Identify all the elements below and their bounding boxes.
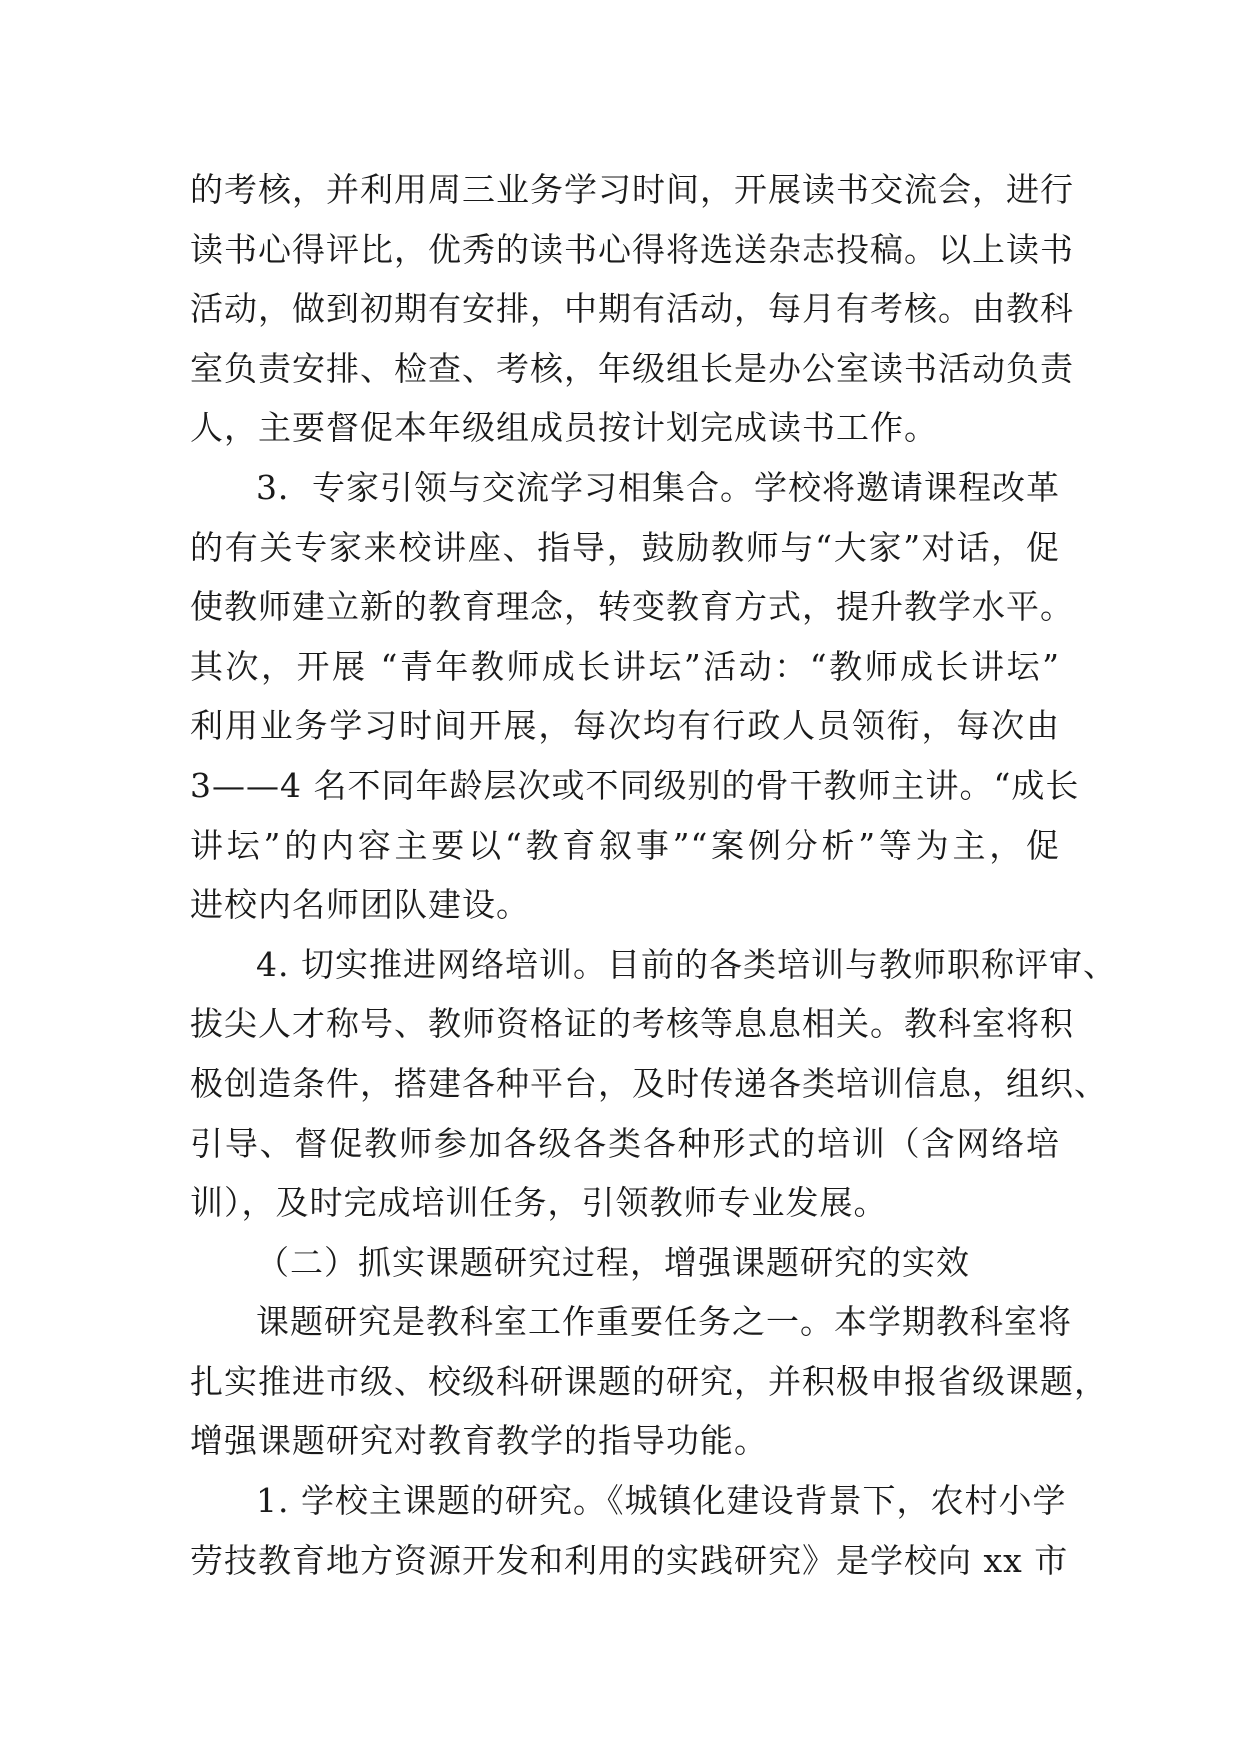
document-page: [190, 160, 1117, 1590]
text-line: 劳技教育地方资源开发和利用的实践研究》是学校向 xx 市: [190, 1540, 1069, 1580]
text-line: 1. 学校主课题的研究。《城镇化建设背景下，农村小学: [256, 1481, 1067, 1521]
text-line: 人，主要督促本年级组成员按计划完成读书工作。: [190, 408, 938, 448]
text-line: 的有关专家来校讲座、指导，鼓励教师与“大家”对话，促: [190, 527, 1060, 567]
text-line: 使教师建立新的教育理念，转变教育方式，提升教学水平。: [190, 587, 1074, 627]
text-line: 4. 切实推进网络培训。目前的各类培训与教师职称评审、: [256, 944, 1117, 984]
text-line: 极创造条件，搭建各种平台，及时传递各类培训信息，组织、: [190, 1063, 1108, 1103]
text-line: 的考核，并利用周三业务学习时间，开展读书交流会，进行: [190, 170, 1074, 209]
text-line: 利用业务学习时间开展，每次均有行政人员领衔，每次由: [190, 706, 1060, 746]
text-line: 读书心得评比，优秀的读书心得将选送杂志投稿。以上读书: [190, 229, 1074, 269]
text-line: 训），及时完成培训任务，引领教师专业发展。: [190, 1183, 888, 1223]
text-line: 讲坛”的内容主要以“教育叙事”“案例分析”等为主，促: [190, 825, 1060, 865]
text-line: 增强课题研究对教育教学的指导功能。: [190, 1421, 768, 1461]
text-line: 引导、督促教师参加各级各类各种形式的培训（含网络培: [190, 1123, 1060, 1163]
text-line: 室负责安排、检查、考核，年级组长是办公室读书活动负责: [190, 348, 1074, 388]
text-line: 其次，开展 “青年教师成长讲坛”活动：“教师成长讲坛”: [190, 646, 1060, 686]
text-line: 3．专家引领与交流学习相集合。学校将邀请课程改革: [256, 467, 1060, 507]
text-line: 3——4 名不同年龄层次或不同级别的骨干教师主讲。“成长: [190, 765, 1080, 805]
text-line: 拔尖人才称号、教师资格证的考核等息息相关。教科室将积: [190, 1004, 1074, 1044]
text-line: （二）抓实课题研究过程，增强课题研究的实效: [256, 1242, 970, 1282]
text-line: 活动，做到初期有安排，中期有活动，每月有考核。由教科: [190, 289, 1074, 329]
text-line: 扎实推进市级、校级科研课题的研究，并积极申报省级课题，: [190, 1361, 1108, 1401]
text-line: 课题研究是教科室工作重要任务之一。本学期教科室将: [256, 1302, 1072, 1342]
text-line: 进校内名师团队建设。: [190, 885, 530, 925]
